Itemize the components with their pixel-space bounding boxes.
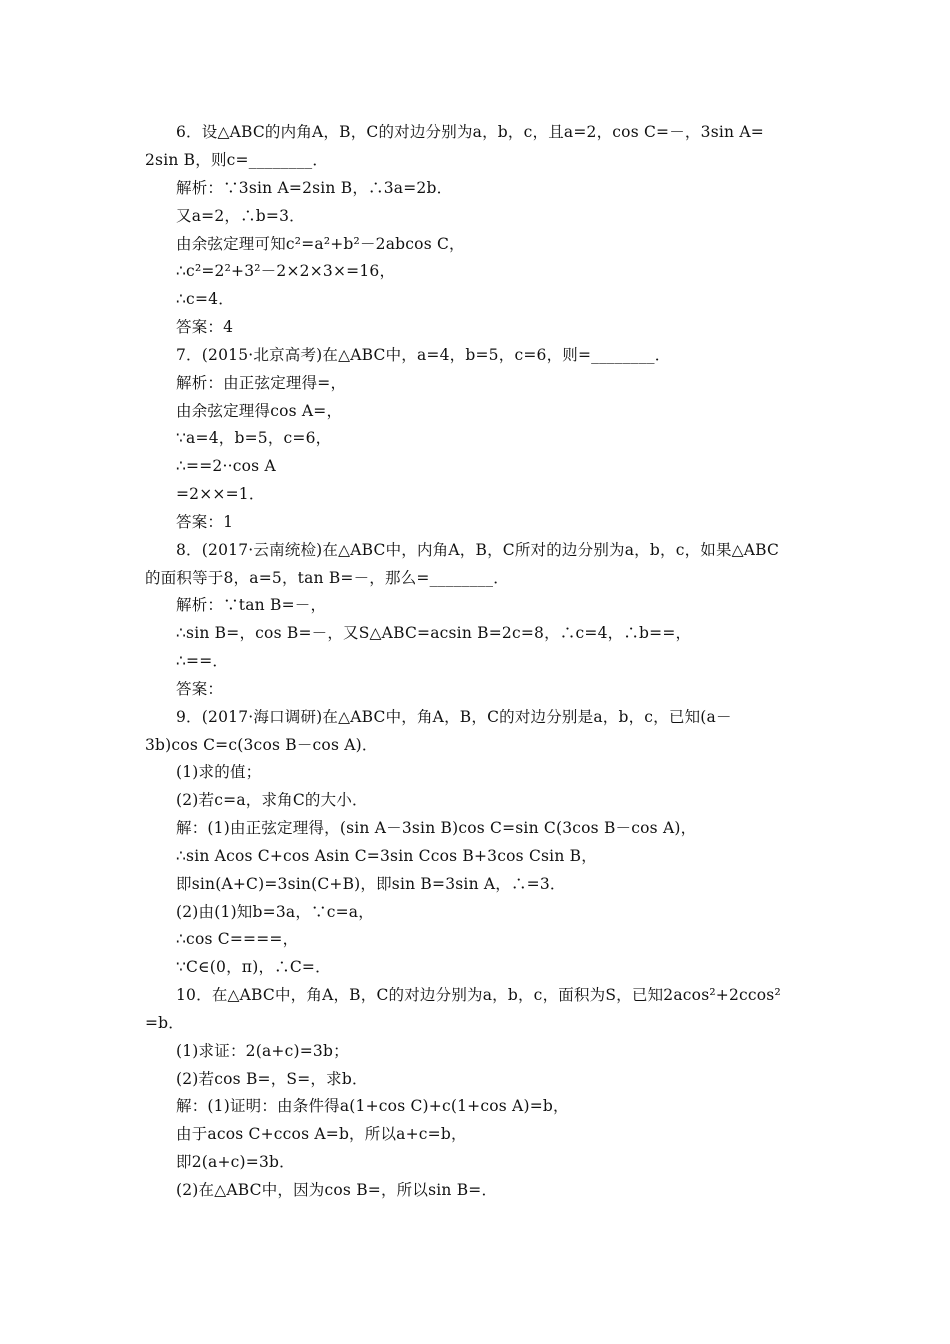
text-line: 答案：4 [176, 318, 234, 336]
text-line: 10．在△ABC中，角A，B，C的对边分别为a，b，c，面积为S，已知2acos²+2ccos² [176, 986, 781, 1004]
text-line: (1)求证：2(a+c)=3b； [176, 1042, 349, 1060]
text-line: ∴==2··cos A [176, 457, 276, 475]
text-line: 解：(1)由正弦定理得，(sin A－3sin B)cos C=sin C(3cos B－cos A)， [176, 819, 697, 837]
text-line: 答案： [176, 680, 224, 698]
text-line: ∵a=4，b=5，c=6， [176, 429, 332, 447]
text-line: ∴cos C====， [176, 930, 299, 948]
text-line: ∴==． [176, 652, 229, 670]
text-line: ∴sin Acos C+cos Asin C=3sin Ccos B+3cos Csin B， [176, 847, 597, 865]
text-line: 6．设△ABC的内角A，B，C的对边分别为a，b，c，且a=2，cos C=－，3sin A= [176, 123, 764, 141]
text-line: 由余弦定理可知c²=a²+b²－2abcos C， [176, 235, 465, 253]
text-line: 即sin(A+C)=3sin(C+B)，即sin B=3sin A，∴=3． [176, 875, 566, 893]
text-line: =2××=1． [176, 485, 265, 503]
text-line: 8．(2017·云南统检)在△ABC中，内角A，B，C所对的边分别为a，b，c，如果△ABC [176, 541, 780, 559]
text-line: 即2(a+c)=3b． [176, 1153, 295, 1171]
text-line: ∴c²=2²+3²－2×2×3×=16， [176, 262, 396, 280]
text-line: 7．(2015·北京高考)在△ABC中，a=4，b=5，c=6，则=________． [176, 346, 671, 364]
text-line: ∵C∈(0，π)，∴C=． [176, 958, 331, 976]
text-line: ∴c=4． [176, 290, 234, 308]
text-line: (2)若c=a，求角C的大小． [176, 791, 368, 809]
text-line: 的面积等于8，a=5，tan B=－，那么=________． [145, 569, 509, 587]
text-line: 解：(1)证明：由条件得a(1+cos C)+c(1+cos A)=b， [176, 1097, 569, 1115]
text-line: 解析：由正弦定理得=， [176, 374, 347, 392]
text-line: (2)在△ABC中，因为cos B=，所以sin B=． [176, 1181, 498, 1199]
text-line: (2)若cos B=，S=，求b． [176, 1070, 368, 1088]
text-line: ∴sin B=，cos B=－，又S△ABC=acsin B=2c=8，∴c=4，∴b==， [176, 624, 692, 642]
text-line: 9．(2017·海口调研)在△ABC中，角A，B，C的对边分别是a，b，c，已知(a－ [176, 708, 732, 726]
text-line: 由于acos C+ccos A=b，所以a+c=b， [176, 1125, 467, 1143]
text-line: 3b)cos C=c(3cos B－cos A)． [145, 736, 378, 754]
text-line: 解析：∵tan B=－， [176, 596, 327, 614]
text-line: =b． [145, 1014, 185, 1032]
text-line: (1)求的值； [176, 763, 262, 781]
text-line: 答案：1 [176, 513, 234, 531]
text-line: 2sin B，则c=________． [145, 151, 329, 169]
text-line: (2)由(1)知b=3a，∵c=a， [176, 903, 374, 921]
text-line: 由余弦定理得cos A=， [176, 402, 343, 420]
text-line: 解析：∵3sin A=2sin B，∴3a=2b． [176, 179, 453, 197]
text-line: 又a=2，∴b=3． [176, 207, 305, 225]
